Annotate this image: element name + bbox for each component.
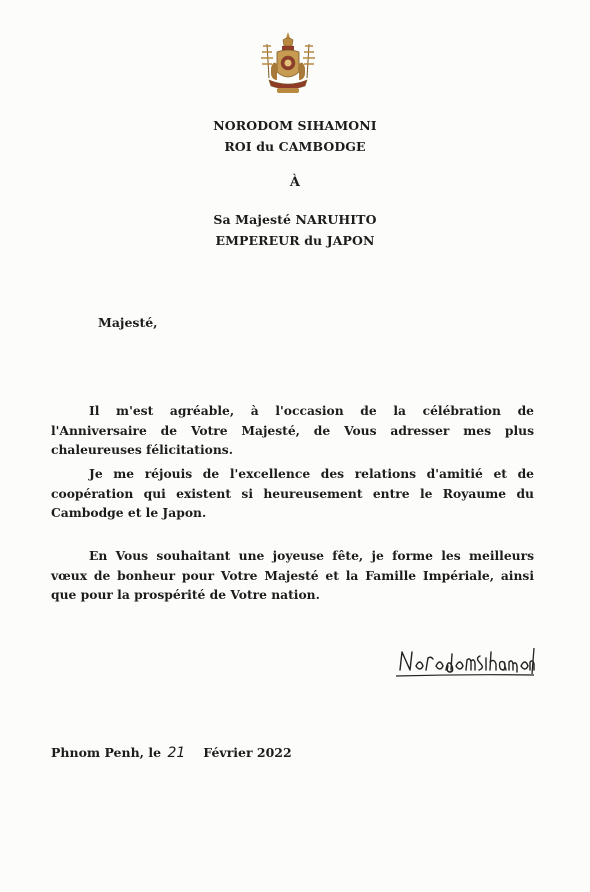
body-paragraph: Il m'est agréable, à l'occasion de la célébration de l'Anniversaire de Votre Majesté, de Vous adresser mes plus chaleureuses félicitations.	[51, 403, 534, 457]
sender-title: ROI du CAMBODGE	[224, 139, 366, 154]
body-paragraph: En Vous souhaitant une joyeuse fête, je forme les meilleurs vœux de bonheur pour Votre Majesté et la Famille Impériale, ainsi que pour la prospérité de Votre nation.	[51, 548, 534, 602]
handwritten-signature-icon	[396, 644, 536, 684]
date-day: 21	[167, 745, 186, 761]
date-line	[51, 745, 292, 761]
salutation: Majesté,	[98, 315, 158, 330]
royal-cambodia-coat-of-arms-icon	[259, 30, 317, 96]
date-place: Phnom Penh, le	[51, 745, 162, 760]
recipient-title: EMPEREUR du JAPON	[215, 233, 375, 248]
to-mark: À	[289, 175, 301, 190]
body-paragraph: Je me réjouis de l'excellence des relations d'amitié et de coopération qui existent si heureusement entre le Royaume du Cambodge et le Japon.	[51, 466, 534, 520]
date-month-year: Février 2022	[203, 745, 292, 760]
recipient-name: Sa Majesté NARUHITO	[213, 212, 377, 227]
sender-name: NORODOM SIHAMONI	[213, 118, 377, 133]
